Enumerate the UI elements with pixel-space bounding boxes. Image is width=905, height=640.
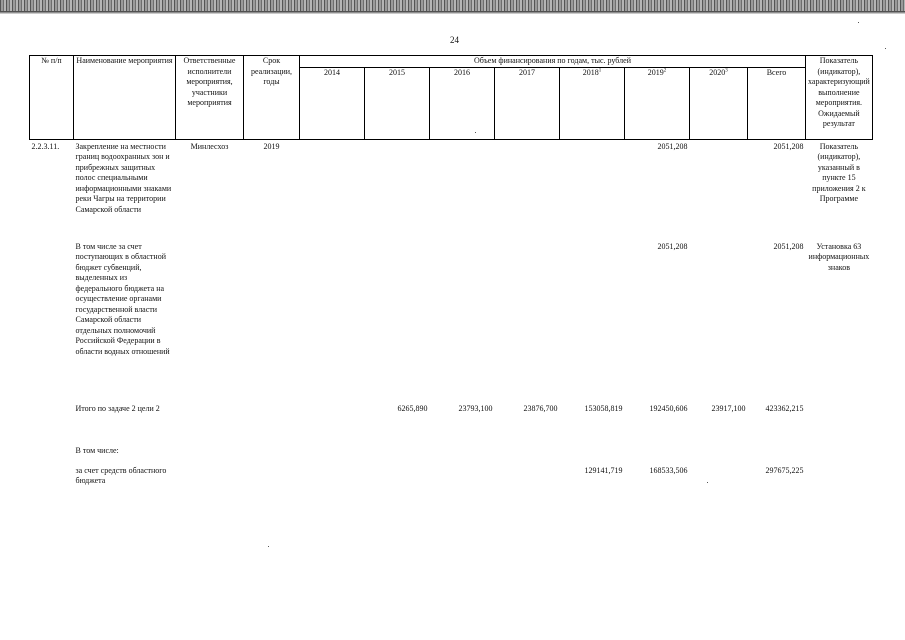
cell-2020 xyxy=(690,466,748,487)
cell-2020 xyxy=(690,139,748,242)
cell-2019: 168533,506 xyxy=(649,465,688,475)
cell-2015: 6265,890 xyxy=(397,403,428,413)
row-term xyxy=(244,446,300,466)
cell-2015 xyxy=(365,242,430,404)
header-executors: Ответственные исполнители мероприятия, участники мероприятия xyxy=(176,56,244,140)
table-row xyxy=(30,404,873,446)
cell-2019: 2051,208 xyxy=(657,241,688,251)
cell-2019: 192450,606 xyxy=(649,403,688,413)
header-total: Всего xyxy=(748,67,806,139)
row-name: В том числе: xyxy=(75,445,119,455)
row-num xyxy=(30,446,74,466)
cell-2015 xyxy=(365,139,430,242)
cell-2015 xyxy=(365,466,430,487)
header-year-2014: 2014 xyxy=(300,67,365,139)
cell-total: 297675,225 xyxy=(765,465,804,475)
page-number: 24 xyxy=(450,35,459,45)
scan-speck xyxy=(707,482,708,483)
cell-2016 xyxy=(430,139,495,242)
row-executor xyxy=(176,466,244,487)
cell-2020: 23917,100 xyxy=(711,403,746,413)
row-indicator xyxy=(806,446,873,466)
table-row xyxy=(30,139,873,242)
header-year-2018: 2018$^1$ xyxy=(560,67,625,139)
header-year-2017: 2017 xyxy=(495,67,560,139)
cell-2017 xyxy=(495,139,560,242)
scan-speck xyxy=(268,546,269,547)
header-year-2019: 2019$^2$ xyxy=(625,67,690,139)
table-row xyxy=(30,466,873,487)
cell-total: 2051,208 xyxy=(773,241,804,251)
cell-2018 xyxy=(560,139,625,242)
cell-total xyxy=(748,446,806,466)
header-term: Срок реализации, годы xyxy=(244,56,300,140)
cell-2020 xyxy=(690,242,748,404)
cell-2020 xyxy=(690,446,748,466)
table-row xyxy=(30,446,873,466)
row-num: 2.2.3.11. xyxy=(31,141,60,151)
row-executor: Минлесхоз xyxy=(190,141,229,151)
scan-artifact-top xyxy=(0,0,905,11)
cell-2018 xyxy=(560,242,625,404)
header-name: Наименование мероприятия xyxy=(74,56,176,140)
row-executor xyxy=(176,242,244,404)
cell-total: 423362,215 xyxy=(765,403,804,413)
cell-2017: 23876,700 xyxy=(523,403,558,413)
cell-2015 xyxy=(365,446,430,466)
row-indicator: Установка 63 информационных знаков xyxy=(808,241,870,272)
row-name: В том числе за счет поступающих в областной бюджет субвенций, выделенных из федерального бюджета на осуществление органами государственной власти Самарской области отдельных полномочий Российской Федерации в области водных отношений xyxy=(75,241,170,356)
scan-speck xyxy=(885,48,886,49)
row-executor xyxy=(176,446,244,466)
cell-total: 2051,208 xyxy=(773,141,804,151)
cell-2014 xyxy=(300,404,365,446)
scan-speck xyxy=(475,132,476,133)
row-term xyxy=(244,466,300,487)
row-term: 2019 xyxy=(263,141,280,151)
table-row xyxy=(30,242,873,404)
header-num: № п/п xyxy=(30,56,74,140)
row-name: Итого по задаче 2 цели 2 xyxy=(75,403,160,413)
row-name: за счет средств областного бюджета xyxy=(75,465,167,485)
cell-2018: 129141,719 xyxy=(584,465,623,475)
header-year-2020: 2020$^3$ xyxy=(690,67,748,139)
cell-2019: 2051,208 xyxy=(657,141,688,151)
header-year-2016: 2016 xyxy=(430,67,495,139)
row-term xyxy=(244,404,300,446)
row-indicator xyxy=(806,466,873,487)
cell-2017 xyxy=(495,466,560,487)
row-term xyxy=(244,242,300,404)
row-num xyxy=(30,466,74,487)
cell-2018: 153058,819 xyxy=(584,403,623,413)
cell-2018 xyxy=(560,446,625,466)
cell-2016: 23793,100 xyxy=(458,403,493,413)
scan-shadow xyxy=(0,11,905,14)
cell-2014 xyxy=(300,139,365,242)
cell-2014 xyxy=(300,446,365,466)
cell-2017 xyxy=(495,242,560,404)
scan-speck xyxy=(858,22,859,23)
row-indicator: Показатель (индикатор), указанный в пункте 15 приложения 2 к Программе xyxy=(812,141,866,203)
cell-2019 xyxy=(625,446,690,466)
cell-2016 xyxy=(430,466,495,487)
row-executor xyxy=(176,404,244,446)
cell-2017 xyxy=(495,446,560,466)
cell-2014 xyxy=(300,466,365,487)
row-num xyxy=(30,242,74,404)
cell-2016 xyxy=(430,242,495,404)
funding-table xyxy=(29,55,873,487)
row-name: Закрепление на местности границ водоохранных зон и прибрежных защитных полос специальными информационными знаками реки Чагры на территории Самарской области xyxy=(75,141,172,214)
header-year-2015: 2015 xyxy=(365,67,430,139)
header-row-1 xyxy=(30,56,873,68)
header-funding: Объем финансирования по годам, тыс. рублей xyxy=(300,56,806,68)
row-num xyxy=(30,404,74,446)
cell-2016 xyxy=(430,446,495,466)
header-indicator: Показатель (индикатор), характеризующий выполнение мероприятия. Ожидаемый результат xyxy=(806,56,873,140)
cell-2014 xyxy=(300,242,365,404)
row-indicator xyxy=(806,404,873,446)
